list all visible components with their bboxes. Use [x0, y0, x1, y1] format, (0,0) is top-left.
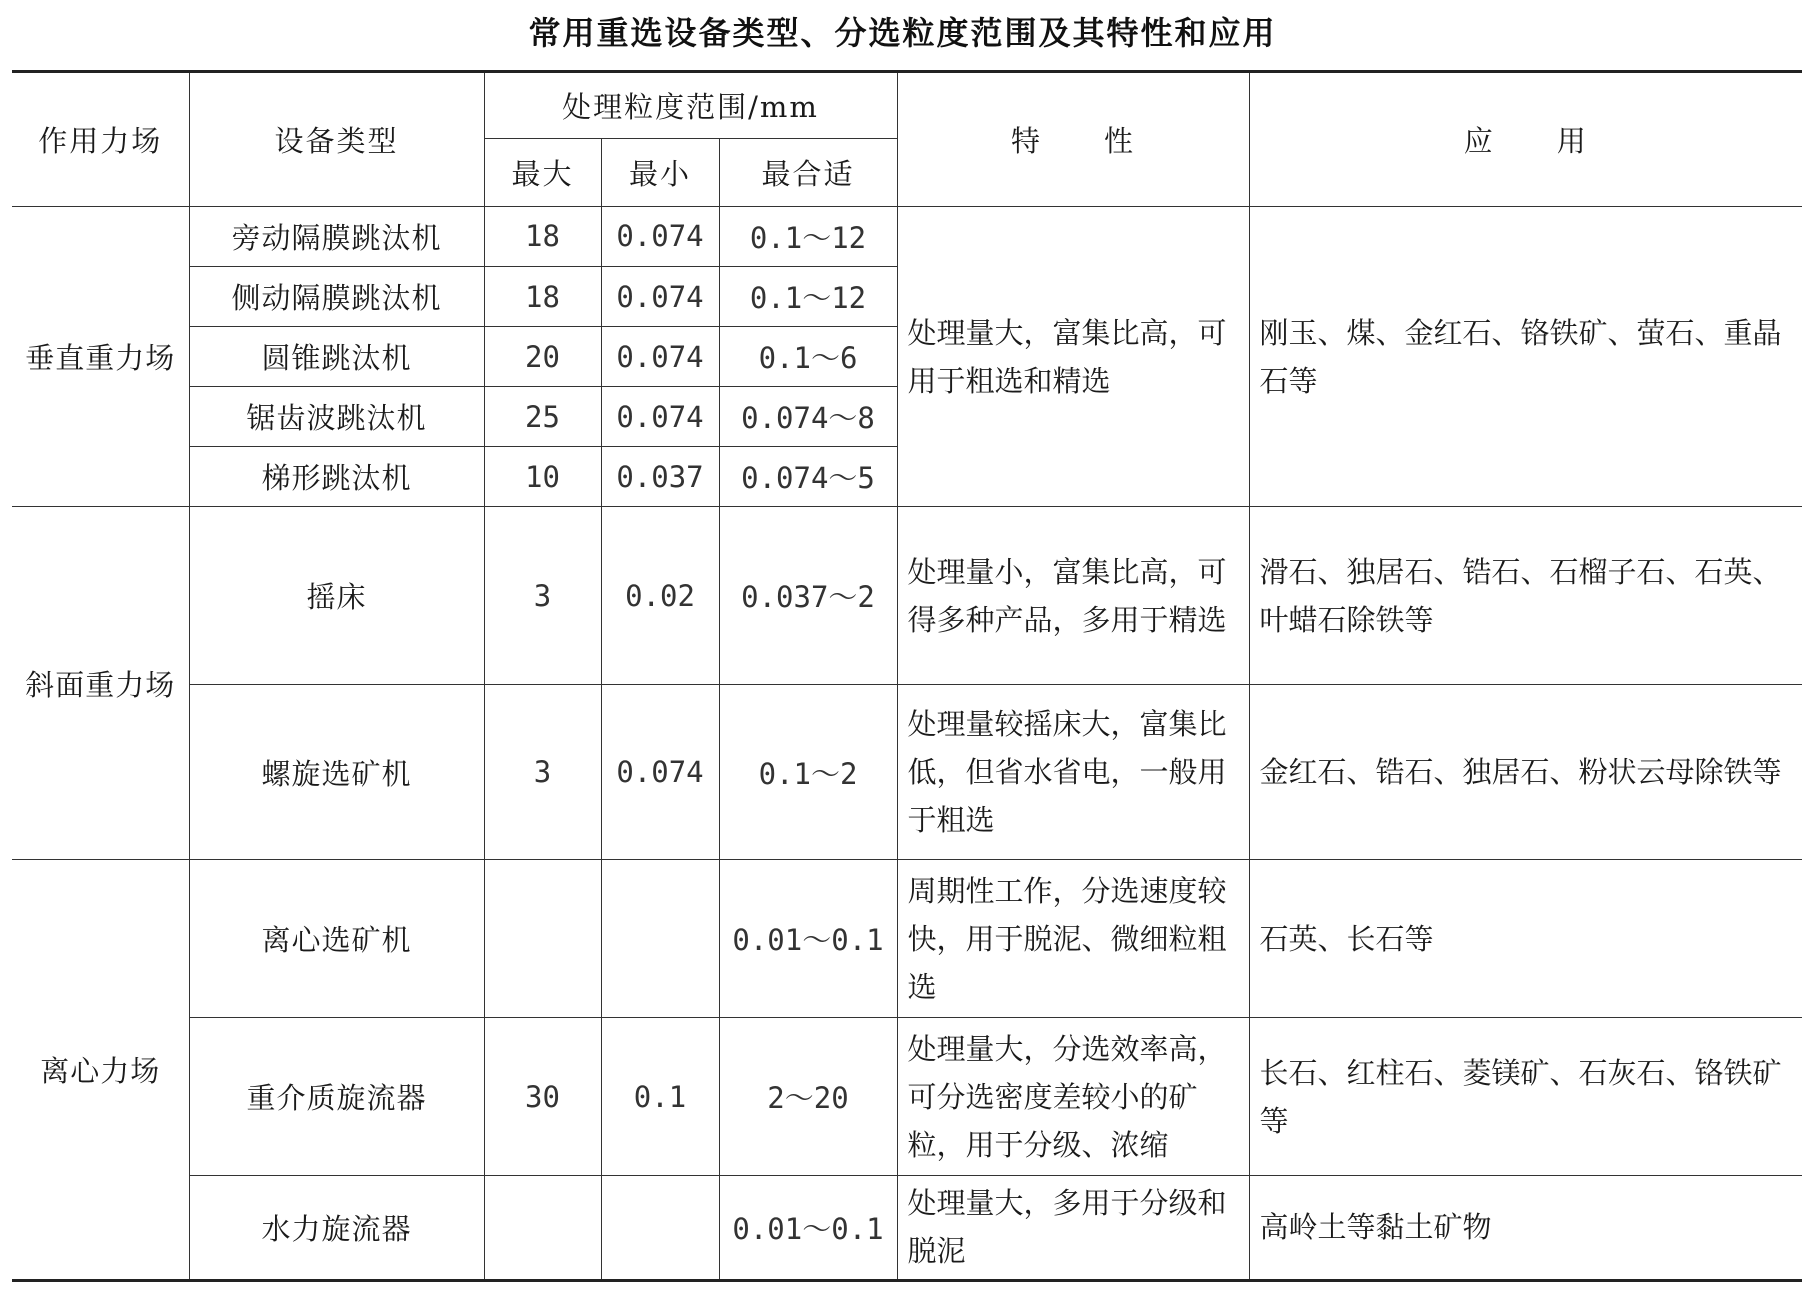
optimal-size-cell: 0.1～12: [719, 206, 897, 266]
header-equipment-type: 设备类型: [189, 72, 484, 207]
optimal-size-cell: 0.074～5: [719, 447, 897, 507]
min-size-cell: 0.037: [601, 447, 719, 507]
max-size-cell: 18: [484, 266, 601, 326]
min-size-cell: [601, 860, 719, 1018]
equipment-type-cell: 侧动隔膜跳汰机: [189, 266, 484, 326]
min-size-cell: 0.074: [601, 266, 719, 326]
max-size-cell: 30: [484, 1018, 601, 1175]
max-size-cell: [484, 860, 601, 1018]
equipment-type-cell: 锯齿波跳汰机: [189, 387, 484, 447]
header-application: 应 用: [1249, 72, 1802, 207]
max-size-cell: [484, 1175, 601, 1280]
table-row: [12, 1175, 1802, 1280]
header-max: 最大: [484, 139, 601, 206]
max-size-cell: 18: [484, 206, 601, 266]
equipment-type-cell: 圆锥跳汰机: [189, 327, 484, 387]
characteristics-cell: 处理量小，富集比高，可得多种产品，多用于精选: [897, 507, 1249, 685]
min-size-cell: [601, 1175, 719, 1280]
header-row-1: [12, 72, 1802, 139]
max-size-cell: 25: [484, 387, 601, 447]
table-row: [12, 1018, 1802, 1175]
optimal-size-cell: 0.1～6: [719, 327, 897, 387]
equipment-type-cell: 旁动隔膜跳汰机: [189, 206, 484, 266]
max-size-cell: 3: [484, 507, 601, 685]
equipment-type-cell: 离心选矿机: [189, 860, 484, 1018]
application-cell: 滑石、独居石、锆石、石榴子石、石英、叶蜡石除铁等: [1249, 507, 1802, 685]
min-size-cell: 0.074: [601, 685, 719, 860]
equipment-type-cell: 螺旋选矿机: [189, 685, 484, 860]
table-title: 常用重选设备类型、分选粒度范围及其特性和应用: [528, 14, 1277, 52]
equipment-type-cell: 梯形跳汰机: [189, 447, 484, 507]
optimal-size-cell: 0.1～12: [719, 266, 897, 326]
optimal-size-cell: 0.01～0.1: [719, 860, 897, 1018]
force-field-cell: 垂直重力场: [12, 206, 189, 506]
application-cell: 金红石、锆石、独居石、粉状云母除铁等: [1249, 685, 1802, 860]
min-size-cell: 0.1: [601, 1018, 719, 1175]
application-cell: 高岭土等黏土矿物: [1249, 1175, 1802, 1280]
table-row: [12, 685, 1802, 860]
optimal-size-cell: 0.074～8: [719, 387, 897, 447]
min-size-cell: 0.02: [601, 507, 719, 685]
optimal-size-cell: 0.037～2: [719, 507, 897, 685]
equipment-type-cell: 摇床: [189, 507, 484, 685]
table-row: [12, 507, 1802, 685]
characteristics-cell: 处理量大，富集比高，可用于粗选和精选: [897, 206, 1249, 506]
min-size-cell: 0.074: [601, 206, 719, 266]
table-row: [12, 206, 1802, 266]
header-characteristics: 特 性: [897, 72, 1249, 207]
header-min: 最小: [601, 139, 719, 206]
optimal-size-cell: 2～20: [719, 1018, 897, 1175]
max-size-cell: 20: [484, 327, 601, 387]
header-optimal: 最合适: [719, 139, 897, 206]
header-size-range: 处理粒度范围/mm: [484, 72, 897, 139]
optimal-size-cell: 0.01～0.1: [719, 1175, 897, 1280]
characteristics-cell: 处理量较摇床大，富集比低，但省水省电，一般用于粗选: [897, 685, 1249, 860]
characteristics-cell: 处理量大，多用于分级和脱泥: [897, 1175, 1249, 1280]
force-field-cell: 斜面重力场: [12, 507, 189, 860]
equipment-table: [12, 70, 1802, 1282]
max-size-cell: 10: [484, 447, 601, 507]
min-size-cell: 0.074: [601, 387, 719, 447]
table-row: [12, 860, 1802, 1018]
equipment-type-cell: 水力旋流器: [189, 1175, 484, 1280]
characteristics-cell: 处理量大，分选效率高，可分选密度差较小的矿粒，用于分级、浓缩: [897, 1018, 1249, 1175]
application-cell: 刚玉、煤、金红石、铬铁矿、萤石、重晶石等: [1249, 206, 1802, 506]
max-size-cell: 3: [484, 685, 601, 860]
application-cell: 石英、长石等: [1249, 860, 1802, 1018]
characteristics-cell: 周期性工作，分选速度较快，用于脱泥、微细粒粗选: [897, 860, 1249, 1018]
equipment-type-cell: 重介质旋流器: [189, 1018, 484, 1175]
optimal-size-cell: 0.1～2: [719, 685, 897, 860]
application-cell: 长石、红柱石、菱镁矿、石灰石、铬铁矿等: [1249, 1018, 1802, 1175]
min-size-cell: 0.074: [601, 327, 719, 387]
force-field-cell: 离心力场: [12, 860, 189, 1281]
header-force-field: 作用力场: [12, 72, 189, 207]
